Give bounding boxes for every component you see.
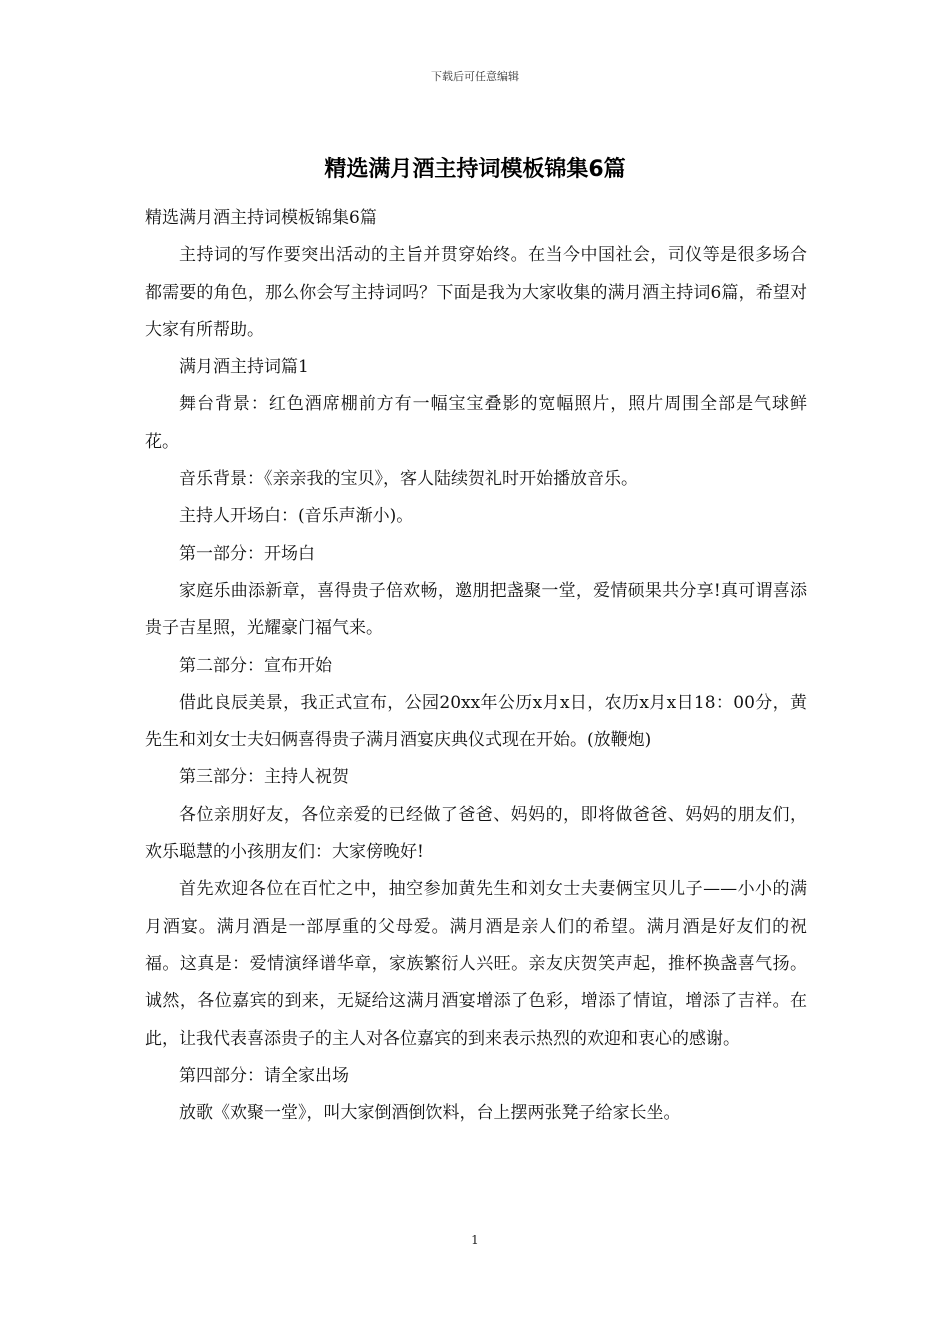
page-number: 1 <box>471 1233 479 1247</box>
part-heading: 第三部分：主持人祝贺 <box>179 767 349 788</box>
intro-paragraph: 主持词的写作要突出活动的主旨并贯穿始终。在当今中国社会，司仪等是很多场合都需要的角色，那么你会写主持词吗？下面是我为大家收集的满月酒主持词6篇，希望对大家有所帮助。 <box>145 245 807 340</box>
body-paragraph: 舞台背景：红色酒席棚前方有一幅宝宝叠影的宽幅照片，照片周围全部是气球鲜花。 <box>145 394 807 452</box>
part-heading: 第四部分：请全家出场 <box>179 1065 349 1086</box>
body-paragraph: 借此良辰美景，我正式宣布，公园20xx年公历x月x日，农历x月x日18：00分，黄先生和刘女士夫妇俩喜得贵子满月酒宴庆典仪式现在开始。(放鞭炮) <box>145 692 807 751</box>
document-title: 精选满月酒主持词模板锦集6篇 <box>324 157 626 182</box>
body-paragraph: 主持人开场白：(音乐声渐小)。 <box>179 506 414 527</box>
section-heading: 满月酒主持词篇1 <box>179 357 309 378</box>
part-heading: 第二部分：宣布开始 <box>179 655 332 676</box>
body-paragraph: 各位亲朋好友，各位亲爱的已经做了爸爸、妈妈的，即将做爸爸、妈妈的朋友们，欢乐聪慧的小孩朋友们：大家傍晚好! <box>145 804 807 863</box>
part-heading: 第一部分：开场白 <box>179 543 315 564</box>
body-paragraph: 放歌《欢聚一堂》，叫大家倒酒倒饮料，台上摆两张凳子给家长坐。 <box>179 1103 681 1124</box>
body-paragraph: 音乐背景：《亲亲我的宝贝》，客人陆续贺礼时开始播放音乐。 <box>179 469 638 490</box>
subtitle-paragraph: 精选满月酒主持词模板锦集6篇 <box>145 208 377 228</box>
body-paragraph: 首先欢迎各位在百忙之中，抽空参加黄先生和刘女士夫妻俩宝贝儿子——小小的满月酒宴。满月酒是一部厚重的父母爱。满月酒是亲人们的希望。满月酒是好友们的祝福。这真是：爱情演绎谱华章，家族繁衍人兴旺。亲友庆贺笑声起，推杯换盏喜气扬。诚然，各位嘉宾的到来，无疑给这满月酒宴增添了色彩，增添了情谊，增添了吉祥。在此，让我代表喜添贵子的主人对各位嘉宾的到来表示热烈的欢迎和衷心的感谢。 <box>145 879 807 1049</box>
page-header-note: 下载后可任意编辑 <box>431 70 519 83</box>
document-body <box>145 200 807 1132</box>
body-paragraph: 家庭乐曲添新章，喜得贵子倍欢畅，邀朋把盏聚一堂，爱情硕果共分享!真可谓喜添贵子吉星照，光耀豪门福气来。 <box>145 580 807 639</box>
